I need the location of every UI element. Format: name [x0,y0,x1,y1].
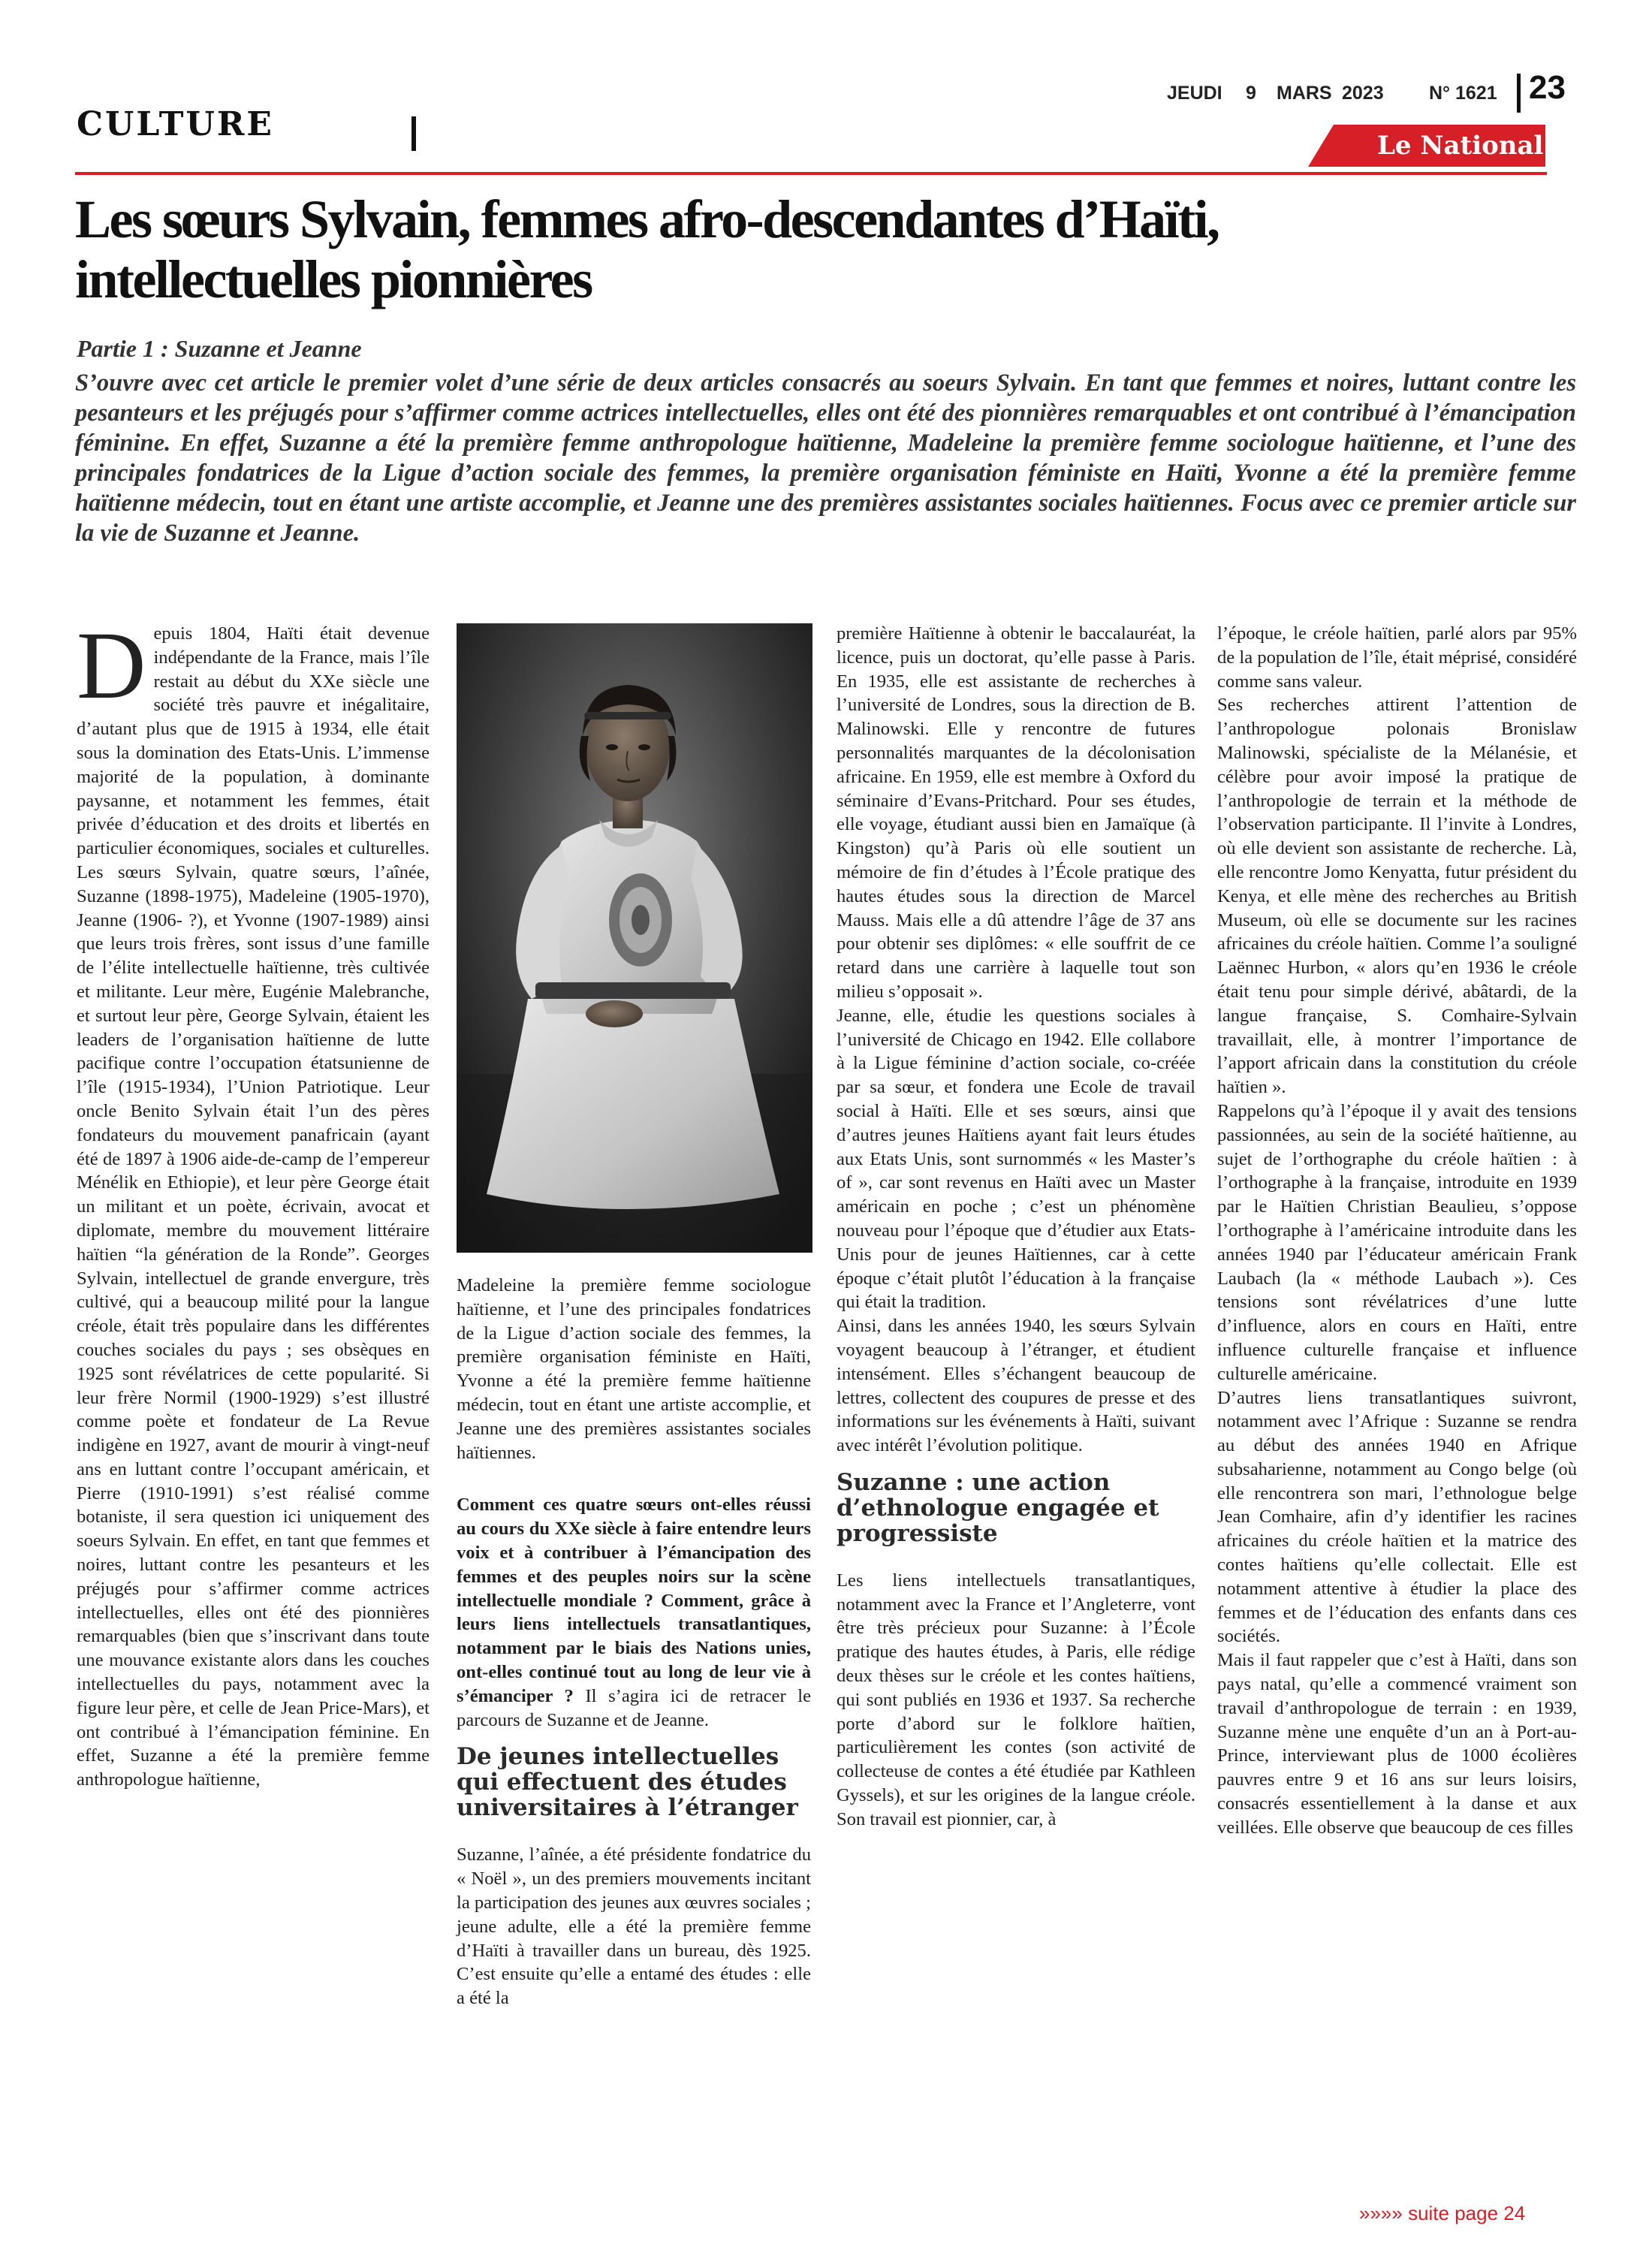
body-paragraph: epuis 1804, Haïti était devenue indépendante de la France, mais l’île restait au début du XXe siècle une société très pauvre et inégalitaire, d’autant plus que de 1915 à 1934, elle était sous la domination des Etats-Unis. L’immense majorité de la population, à dominante paysanne, et notamment les femmes, était privée d’éducation et des droits et libertés en particulier économiques, sociales et culturelles. Les sœurs Sylvain, quatre sœurs, l’aînée, Suzanne (1898-1975), Madeleine (1905-1970), Jeanne (1906- ?), et Yvonne (1907-1989) ainsi que leurs trois frères, sont issus d’une famille de l’élite intellectuelle haïtienne, très cultivée et militante. Leur mère, Eugénie Malebranche, et surtout leur père, George Sylvain, étaient les leaders de l’organisation haïtienne de lutte pacifique contre l’occupation étatsunienne de l’île (1915-1934), l’Union Patriotique. Leur oncle Benito Sylvain était l’un des pères fondateurs du mouvement panafricain (ayant été de 1897 à 1906 aide-de-camp de l’empereur Ménélik en Ethiopie), et leur père George était un militant et un poète, écrivain, avocat et diplomate, membre du mouvement littéraire haïtien “la génération de la Ronde”. Georges Sylvain, intellectuel de grande envergure, très cultivé, qui a beaucoup milité pour la langue créole, était très populaire dans les différentes couches sociales du pays ; ses obsèques en 1925 sont révélatrices de cette popularité. Si leur frère Normil (1900-1929) s’est illustré comme poète et fondateur de La Revue indigène en 1927, avant de mourir à vingt-neuf ans en luttant contre l’occupant américain, et Pierre (1910-1991) s’est réalisé comme botaniste, il sera question ici uniquement des soeurs Sylvain. En effet, en tant que femmes et noires, luttant contre les pesanteurs et les préjugés pour s’affirmer comme actrices intellectuelles, elles ont été des pionnières remarquables (bien que s’inscrivant dans toute une mouvance existante alors dans les couches intellectuelles du pays, notamment avec la figure leur père, et celle de Jean Price-Mars), et ont contribué à l’émancipation féminine. En effet, Suzanne a été la première femme anthropologue haïtienne, [77,623,430,1790]
article-column-4 [1217,622,1577,1840]
lead-question-bold: Comment ces quatre sœurs ont-elles réussi au cours du XXe siècle à faire entendre leurs voix et à contribuer à l’émancipation des femmes et des peuples noirs sur la scène intellectuelle mondiale ? Comment, grâce à leurs liens intellectuels transatlantiques, notamment par le biais des Nations unies, ont-elles continué tout au long de leur vie à s’émanciper ? [457,1494,811,1706]
section-label: CULTURE [77,105,274,143]
photo-caption: Madeleine la première femme sociologue haïtienne, et l’une des principales fondatrices de la Ligue d’action sociale des femmes, la première organisation féministe en Haïti, Yvonne a été la première femme haïtienne médecin, tout en étant une artiste accomplie, et Jeanne une des premières assistantes sociales haïtiennes. [457,1275,811,1463]
body-paragraph: Jeanne, elle, étudie les questions sociales à l’université de Chicago en 1942. Elle collabore à la Ligue féminine d’action sociale, co-créée par sa sœur, et fondera une Ecole de travail social à Haïti. Elle et ses sœurs, ainsi que d’autres jeunes Haïtiens ayant fait leurs études aux Etats Unis, sont surnommés « les Master’s of », car sont revenus en Haïti avec un Master américain en poche ; c’est un phénomène nouveau pour l’époque que d’étudier aux Etats-Unis pour de jeunes Haïtiennes, car à cette époque c’était plutôt l’éducation à la française qui était la tradition. [837,1005,1195,1313]
article-column-3 [837,622,1195,1832]
page-number-divider [1517,74,1521,113]
lead-question-rest: Il s’agira ici de retracer le parcours de Suzanne et de Jeanne. [457,1685,811,1730]
body-paragraph: D’autres liens transatlantiques suivront, notamment avec l’Afrique : Suzanne se rendra au début des années 1940 en Afrique subsaharienne, notamment au Congo belge (où elle rencontrera son mari, l’ethnologue belge Jean Comhaire, afin d’y identifier les racines africaines du créole haïtien et la matrice des contes haïtiens qu’elle collectait. Elle est notamment attentive à étudier la place des femmes et de l’éducation des enfants dans ces sociétés. [1217,1387,1577,1647]
article-title-line-2: intellectuelles pionnières [75,249,592,309]
date-day: JEUDI [1167,83,1222,104]
body-paragraph: Ses recherches attirent l’attention de l’anthropologue polonais Bronislaw Malinowski, spécialiste de la Mélanésie, et célèbre pour avoir imposé la pratique de l’anthropologie de terrain et la méthode de l’observation participante. Il l’invite à Londres, où elle devient son assistante de recherche. Là, elle rencontre Jomo Kenyatta, futur président du Kenya, et elle mène des recherches au British Museum, où elle se documente sur les racines africaines du créole haïtien. Comme l’a souligné Laënnec Hurbon, « alors qu’en 1936 le créole était tenu pour simple dérivé, abâtardi, de la langue française, S. Comhaire-Sylvain travaillait, elle, à montrer l’importance de l’apport africain dans la constitution du créole haïtien ». [1217,695,1577,1098]
brand-banner [1334,125,1545,167]
issue-number: N° 1621 [1429,83,1497,104]
page-number: 23 [1529,69,1566,106]
body-paragraph: Ainsi, dans les années 1940, les sœurs Sylvain voyagent beaucoup à l’étranger, et étudient intensément. Elles s’échangent beaucoup de lettres, collectent des coupures de presse et des informations sur les événements à Haïti, suivant avec intérêt l’évolution politique. [837,1316,1195,1456]
date-number: 9 [1246,83,1256,104]
article-subhead: Partie 1 : Suzanne et Jeanne [77,335,362,362]
header-rule [75,172,1547,175]
body-paragraph: Rappelons qu’à l’époque il y avait des tensions passionnées, au sein de la société haïtienne, au sujet de l’orthographe du créole haïtien : à l’orthographe à la française, introduite en 1939 par le Haïtien Christian Beaulieu, s’oppose l’orthographe à l’américaine introduite dans les années 1940 par l’éducateur américain Frank Laubach (la « méthode Laubach »). Ces tensions sont révélatrices d’une lutte d’influence, alors en cours en Haïti, entre influence culturelle française et influence culturelle américaine. [1217,1100,1577,1384]
article-lead: S’ouvre avec cet article le premier volet d’une série de deux articles consacrés au soeurs Sylvain. En tant que femmes et noires, luttant contre les pesanteurs et les préjugés pour s’affirmer comme actrices intellectuelles, elles ont été des pionnières remarquables et ont contribué à l’émancipation féminine. En effet, Suzanne a été la première femme anthropologue haïtienne, Madeleine la première femme sociologue haïtienne, et l’une des principales fondatrices de la Ligue d’action sociale des femmes, la première organisation féministe en Haïti, Yvonne a été la première femme haïtienne médecin, tout en étant une artiste accomplie, et Jeanne une des premières assistantes sociales haïtiennes. Focus avec ce premier article sur la vie de Suzanne et Jeanne. [75,369,1576,547]
intertitle-studies: De jeunes intellectuelles qui effectuent des études universitaires à l’étranger [457,1743,798,1822]
body-paragraph: Mais il faut rappeler que c’est à Haïti, dans son pays natal, qu’elle a commencé vraiment son travail d’anthropologue de terrain : en 1939, Suzanne mène une enquête d’un an à Port-au-Prince, interviewant plus de 1000 écolières pauvres entre 9 et 16 ans sur leurs loisirs, consacrés essentiellement à la danse et aux veillées. Elle observe que beaucoup de ces filles [1217,1650,1577,1838]
article-column-2 [457,1274,811,2010]
section-divider [411,116,416,151]
article-column-1 [77,612,430,1792]
body-paragraph: première Haïtienne à obtenir le baccalauréat, la licence, puis un doctorat, qu’elle passe à Paris. En 1935, elle est assistante de recherches à l’université de Londres, sous la direction de B. Malinowski. Elle y rencontre de futures personnalités marquantes de la décolonisation africaine. En 1959, elle est membre à Oxford du séminaire d’Evans-Pritchard. Pour ses études, elle voyage, étudiant aussi bien en Jamaïque (à Kingston) qu’à Paris où elle soutient un mémoire de fin d’études à l’École pratique des hautes études sous la direction de Marcel Mauss. Mais elle a dû attendre l’âge de 37 ans pour obtenir ses diplômes: « elle souffrit de ce retard dans une carrière à laquelle tout son milieu s’opposait ». [837,623,1195,1002]
intertitle-suzanne: Suzanne : une action d’ethnologue engagée et progressiste [837,1468,1159,1547]
date-year: 2023 [1342,83,1384,104]
body-paragraph: Suzanne, l’aînée, a été présidente fondatrice du « Noël », un des premiers mouvements incitant la participation des jeunes aux œuvres sociales ; jeune adulte, elle a été la première femme d’Haïti à travailler dans un bureau, dès 1925. C’est ensuite qu’elle a entamé des études : elle a été la [457,1844,811,2009]
continued-on-page-link[interactable]: »»»» suite page 24 [1359,2202,1526,2224]
portrait-illustration [457,623,812,1253]
article-title-line-1: Les sœurs Sylvain, femmes afro-descendantes d’Haïti, [75,189,1219,249]
body-paragraph: l’époque, le créole haïtien, parlé alors par 95% de la population de l’île, était méprisé, considéré comme sans valeur. [1217,623,1577,692]
article-title [75,189,1562,309]
drop-cap: D [77,612,146,719]
body-paragraph: Les liens intellectuels transatlantiques, notamment avec la France et l’Angleterre, vont être très précieux pour Suzanne: à l’École pratique des hautes études, à Paris, elle rédige deux thèses sur le créole et les contes haïtiens, qui sont publiés en 1936 et 1937. Sa recherche porte d’abord sur le folklore haïtien, particulièrement les contes (son activité de collecteuse de contes a été étudiée par Kathleen Gyssels), et sur les origines de la langue créole. Son travail est pionnier, car, à [837,1570,1195,1829]
brand-name: Le National [1377,131,1544,161]
date-month: MARS [1277,83,1332,104]
portrait-photo [457,623,812,1253]
lead-question [457,1493,811,1732]
